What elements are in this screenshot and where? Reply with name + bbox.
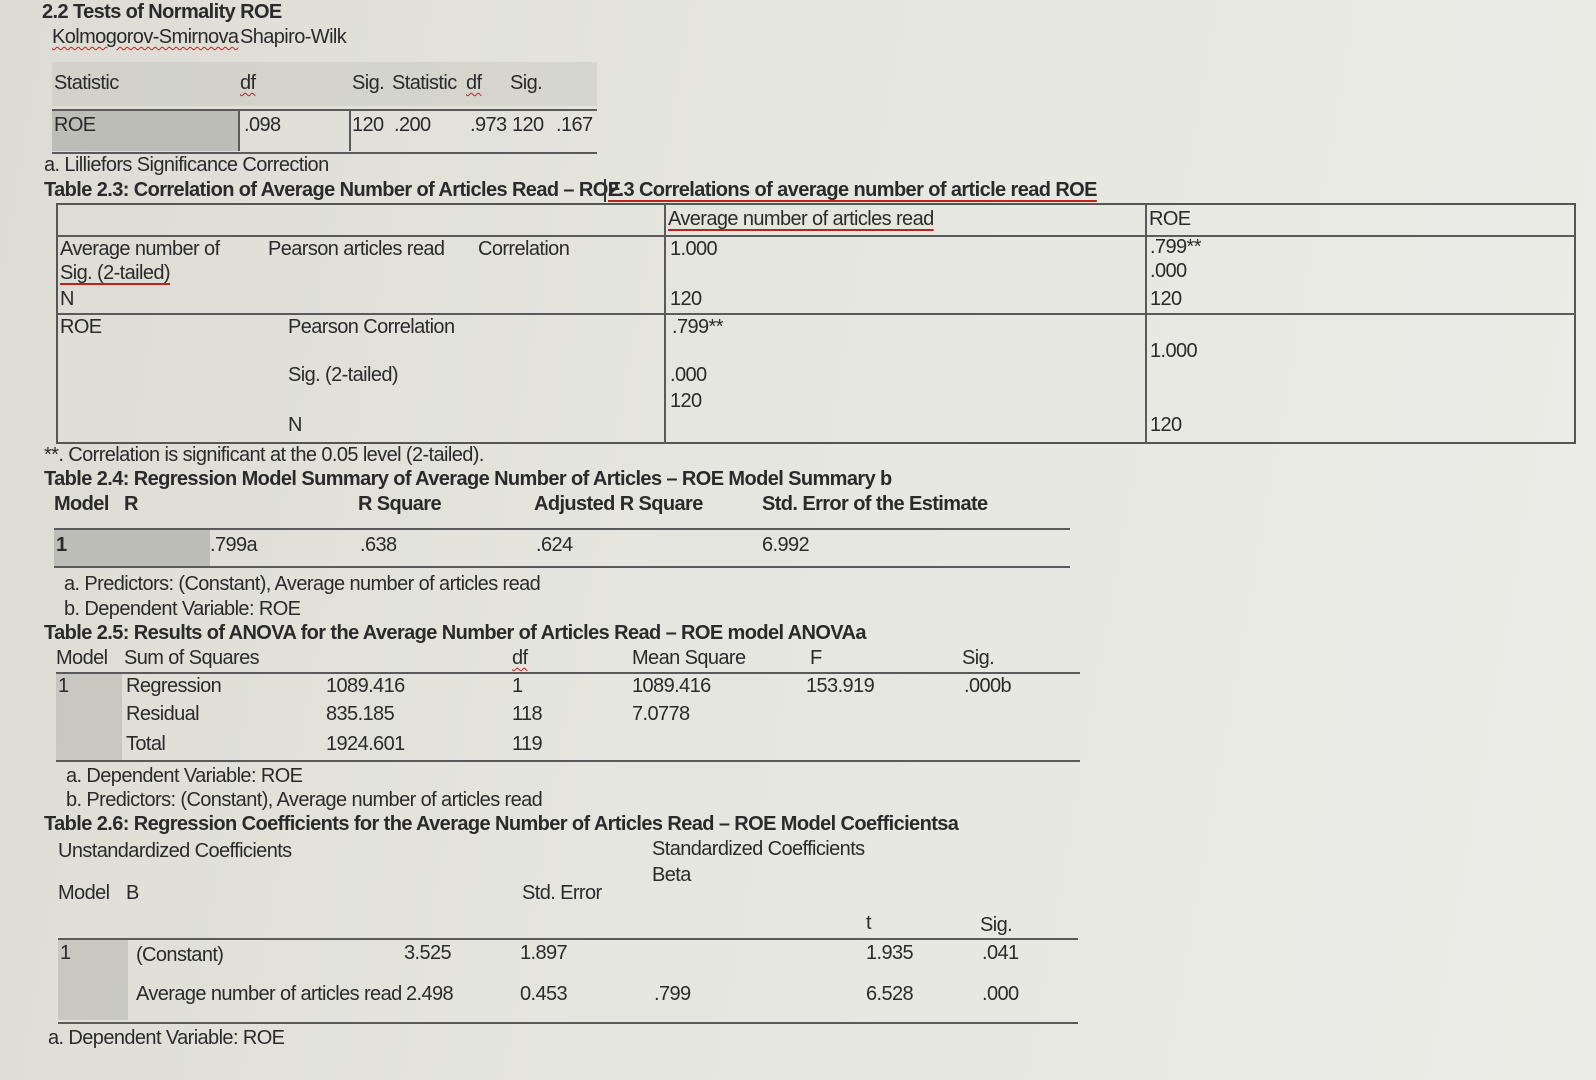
t23-r1-label-c: Correlation (478, 238, 570, 260)
t22-ks-stat: .098 (244, 114, 281, 136)
t26-row2-label: Average number of articles read (136, 983, 402, 1005)
t22-ks-text: Kolmogorov-Smirnova (52, 26, 239, 48)
t25-row3-label: Total (126, 733, 166, 755)
t22-sw-df: 120 (512, 114, 544, 136)
t22-df2-text: df (466, 72, 482, 94)
t22-subtitle-sw: Shapiro-Wilk (240, 26, 347, 48)
t23-r1-sig-text: Sig. (2-tailed) (60, 262, 170, 284)
t24-r-value: .799a (210, 534, 258, 556)
t26-model-header: Model (58, 882, 110, 904)
t25-h-model: Model (56, 647, 108, 669)
t26-b-header: B (126, 882, 139, 904)
t25-h-f: F (810, 647, 822, 669)
t23-r2-v1c: 120 (670, 390, 702, 412)
t22-df-text: df (240, 72, 256, 94)
t24-note-a: a. Predictors: (Constant), Average number of articles read (64, 573, 541, 595)
t22-title: 2.2 Tests of Normality ROE (42, 1, 282, 23)
t22-subtitle-ks (52, 26, 238, 49)
t22-h-df (240, 72, 255, 95)
t23-r1-v1n: 120 (670, 288, 702, 310)
t23-footnote: **. Correlation is significant at the 0.05 level (2-tailed). (44, 444, 484, 466)
t26-row2-sig: .000 (982, 983, 1019, 1005)
t22-sw-stat: .973 (470, 114, 507, 136)
t24-rsq-value: .638 (360, 534, 397, 556)
t26-model-no: 1 (60, 942, 71, 964)
t23-r1-label-b: Pearson articles read (268, 238, 445, 260)
t25-h-ss: Sum of Squares (124, 647, 260, 669)
t25-row1-ss: 1089.416 (326, 675, 405, 697)
t23-r2-label: ROE (60, 316, 102, 338)
t23-r1-label-a: Average number of (60, 238, 220, 260)
t26-t-header: t (866, 912, 871, 934)
t23-r2-n: N (288, 414, 302, 436)
t25-rule-bottom (56, 760, 1080, 762)
t23-r2-v1b: .000 (670, 364, 707, 386)
t25-title-text: Table 2.5: Results of ANOVA for the Average Number of Articles Read – ROE model ANOVAa (44, 622, 866, 644)
t25-note-a: a. Dependent Variable: ROE (66, 765, 303, 787)
t23-col-line1 (664, 203, 666, 444)
t22-h-sig: Sig. (352, 72, 385, 94)
t22-h-sig2: Sig. (510, 72, 543, 94)
t23-title: Table 2.3: Correlation of Average Number of Articles Read – ROE (44, 179, 621, 201)
t24-note-b: b. Dependent Variable: ROE (64, 598, 301, 620)
t24-h-r: R (124, 493, 138, 515)
t25-row1-label: Regression (126, 675, 222, 697)
t22-row-label: ROE (54, 114, 96, 136)
t23-title2-text: 2.3 Correlations of average number of article read ROE (608, 179, 1097, 201)
t25-row3-df: 119 (512, 733, 543, 755)
t25-model-no: 1 (58, 675, 69, 697)
t24-stderr-value: 6.992 (762, 534, 810, 556)
t25-h-ms: Mean Square (632, 647, 746, 669)
t24-rule-bottom (54, 566, 1070, 568)
t25-note-b: b. Predictors: (Constant), Average number of articles read (66, 789, 543, 811)
t23-r1-v2b: .000 (1150, 260, 1187, 282)
t23-title2 (604, 179, 1097, 202)
t25-row1-f: 153.919 (806, 675, 875, 697)
t25-title (44, 622, 866, 645)
t24-h-model: Model (54, 493, 109, 515)
t24-h-adjrsq: Adjusted R Square (534, 493, 703, 515)
t23-r1-v1: 1.000 (670, 238, 718, 260)
t25-row2-df: 118 (512, 703, 543, 725)
t26-stderr-header: Std. Error (522, 882, 602, 904)
t23-r2-sig: Sig. (2-tailed) (288, 364, 398, 386)
t23-col-line2 (1145, 203, 1147, 444)
t24-h-stderr: Std. Error of the Estimate (762, 493, 988, 515)
t23-r2-v1a: .799** (672, 316, 723, 338)
t25-h-df-text: df (512, 647, 528, 669)
t26-row1-se: 1.897 (520, 942, 568, 964)
t26-rule-bottom (58, 1022, 1078, 1024)
t23-col1-header (668, 208, 934, 231)
t23-r2-v2a: 1.000 (1150, 340, 1198, 362)
t26-row1-b: 3.525 (404, 942, 452, 964)
t23-r2-v2b: 120 (1150, 414, 1182, 436)
t26-row2-se: 0.453 (520, 983, 568, 1005)
t26-unstd-header: Unstandardized Coefficients (58, 840, 292, 862)
t22-h-statistic2: Statistic (392, 72, 457, 94)
t26-row2-b: 2.498 (406, 983, 454, 1005)
t26-sig-header: Sig. (980, 914, 1013, 936)
t25-row1-df: 1 (512, 675, 523, 697)
t22-col-divider (238, 111, 240, 151)
t22-sw-sig: .167 (556, 114, 593, 136)
t26-row1-sig: .041 (982, 942, 1019, 964)
t22-h-statistic: Statistic (54, 72, 119, 94)
t22-col-divider2 (349, 111, 351, 151)
t25-row2-label: Residual (126, 703, 200, 725)
t24-h-rsq: R Square (358, 493, 442, 515)
t23-r1-n: N (60, 288, 74, 310)
t23-r1-v2c: 120 (1150, 288, 1182, 310)
t26-row2-beta: .799 (654, 983, 691, 1005)
t23-row-rule (56, 313, 1576, 315)
t24-adjrsq-value: .624 (536, 534, 573, 556)
t25-row3-ss: 1924.601 (326, 733, 405, 755)
t23-col1-text: Average number of articles read (668, 208, 934, 230)
t25-row1-sig: .000b (964, 675, 1012, 697)
t25-row1-ms: 1089.416 (632, 675, 711, 697)
t24-title: Table 2.4: Regression Model Summary of Average Number of Articles – ROE Model Summary b (44, 468, 892, 490)
t23-r2-pc: Pearson Correlation (288, 316, 455, 338)
t24-row-shade (54, 530, 210, 566)
t25-rule-top (56, 672, 1080, 674)
t26-row1-t: 1.935 (866, 942, 914, 964)
t25-h-sig: Sig. (962, 647, 995, 669)
t25-row2-ms: 7.0778 (632, 703, 690, 725)
t24-model-no: 1 (56, 534, 67, 556)
t23-col2-header: ROE (1149, 208, 1191, 230)
t26-row2-t: 6.528 (866, 983, 914, 1005)
t26-title: Table 2.6: Regression Coefficients for the Average Number of Articles Read – ROE Model Coefficientsa (44, 813, 959, 835)
t23-r1-sig (60, 262, 170, 285)
t25-h-df (512, 647, 527, 670)
t26-beta-header: Beta (652, 864, 691, 886)
t23-r1-v2a: .799** (1150, 236, 1201, 258)
t26-row1-label: (Constant) (136, 944, 224, 966)
t26-note: a. Dependent Variable: ROE (48, 1027, 285, 1049)
t22-ks-sig: .200 (394, 114, 431, 136)
t25-row2-ss: 835.185 (326, 703, 395, 725)
t23-header-rule (56, 235, 1576, 237)
t22-footnote: a. Lilliefors Significance Correction (44, 154, 329, 176)
t26-rule-top (58, 938, 1078, 940)
t22-h-df2 (466, 72, 481, 95)
t22-ks-df: 120 (352, 114, 384, 136)
t26-std-header: Standardized Coefficients (652, 838, 865, 860)
